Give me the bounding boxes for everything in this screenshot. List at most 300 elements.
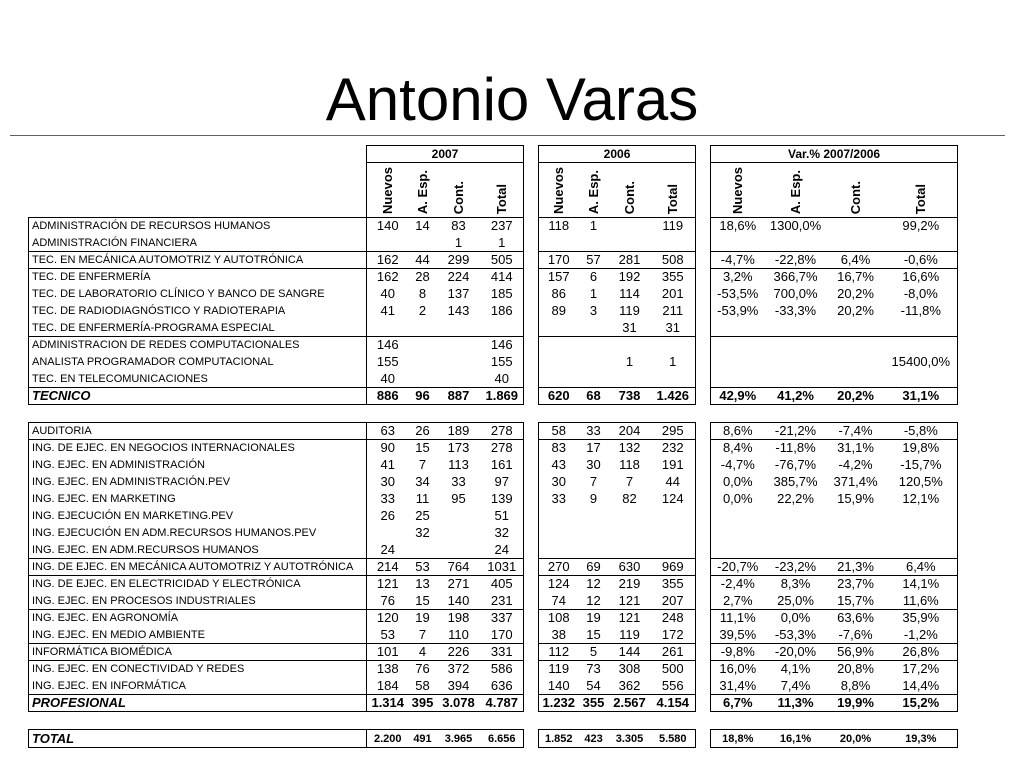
column-header-wrap [409,170,437,214]
value-cell: 170 [481,627,524,644]
column-header-wrap [367,167,409,214]
value-cell: 120 [367,610,409,627]
row-label: INFORMÁTICA BIOMÉDICA [29,644,367,661]
value-cell: 172 [651,627,696,644]
value-cell: 15 [409,440,437,457]
value-cell: 97 [481,474,524,491]
value-cell: 17,2% [885,661,958,678]
value-cell [827,320,885,337]
value-cell: 140 [367,218,409,235]
value-cell: 31 [622,319,637,335]
column-gap [696,163,711,218]
value-cell: 8,4% [711,440,765,457]
value-cell: 53 [409,559,437,576]
subtotal-row [29,695,958,712]
value-cell: 969 [651,559,696,576]
column-gap [524,440,539,457]
row-label: ING. EJEC. EN MEDIO AMBIENTE [29,627,367,644]
column-gap [524,388,539,405]
value-cell [651,235,696,252]
row-label: ING. EJECUCIÓN EN ADM.RECURSOS HUMANOS.PEV [29,525,367,542]
column-header-cell [651,163,696,218]
column-gap [696,269,711,286]
value-cell: 7,4% [780,677,811,693]
value-cell: 30 [586,457,601,472]
spacer-cell [885,405,958,423]
value-cell [765,525,827,542]
value-cell: 261 [651,644,696,661]
column-gap [696,593,711,610]
table-row [29,559,958,576]
value-cell: 43 [539,457,579,474]
value-cell: 295 [651,423,696,440]
column-gap [696,320,711,337]
column-header-wrap [651,184,696,214]
column-gap [524,252,539,269]
value-cell: 19,8% [885,440,958,457]
column-header-a-esp: A. Esp. [415,169,430,214]
value-cell: 1031 [481,559,524,576]
value-cell: 32 [415,525,430,540]
value-cell: 63,6% [827,610,885,627]
value-cell: 31 [651,320,696,337]
value-cell: 112 [539,644,579,661]
table-body [29,146,958,748]
spacer-cell [765,712,827,730]
column-gap [524,559,539,576]
value-cell: 366,7% [765,269,827,286]
value-cell: 132 [609,440,651,457]
value-cell: 11,3% [765,695,827,712]
spacer-cell [367,405,409,423]
column-gap [524,235,539,252]
value-cell: -4,7% [711,457,765,474]
value-cell: 6,7% [711,695,765,712]
table-row [29,269,958,286]
value-cell: 186 [481,303,524,320]
value-cell: 22,2% [777,491,814,506]
value-cell [539,354,579,371]
value-cell [539,542,579,559]
row-label: ING. DE EJEC. EN MECÁNICA AUTOMOTRIZ Y AUTOTRÓNICA [29,559,367,576]
value-cell [711,542,765,559]
value-cell: 505 [481,252,524,269]
column-gap [696,559,711,576]
value-cell: 146 [367,337,409,354]
value-cell: 118 [619,457,640,472]
value-cell: 278 [481,440,524,457]
table-row [29,218,958,235]
value-cell [651,371,696,388]
value-cell: 7 [625,474,634,489]
value-cell: 18,6% [711,218,765,235]
value-cell [409,354,437,371]
value-cell: 189 [437,423,481,440]
value-cell: 16,0% [711,661,765,678]
value-cell: 58 [539,423,579,440]
spacer-cell [696,405,711,423]
value-cell: 500 [651,661,696,678]
value-cell: 2.200 [367,730,409,748]
column-gap [696,303,711,320]
spacer-cell [579,405,609,423]
row-label: ING. EJEC. EN ADM.RECURSOS HUMANOS [29,542,367,559]
value-cell: 738 [609,388,651,405]
value-cell: -2,4% [711,576,765,593]
value-cell: 63 [367,423,409,440]
row-label: TEC. DE RADIODIAGNÓSTICO Y RADIOTERAPIA [29,303,367,320]
value-cell: 1 [651,354,696,371]
value-cell [437,525,481,542]
column-header-cell [481,163,524,218]
column-header-nuevos: Nuevos [730,167,746,214]
spacer-cell [409,405,437,423]
slide-title: Antonio Varas [325,66,699,133]
value-cell: 113 [448,457,469,472]
value-cell: 6.656 [481,730,524,748]
row-label: ING. DE EJEC. EN ELECTRICIDAD Y ELECTRÓNICA [29,576,367,593]
value-cell [437,371,481,388]
value-cell: 0,0% [711,491,765,508]
column-header-cell [579,163,609,218]
value-cell: 207 [651,593,696,610]
column-gap [524,542,539,559]
value-cell [651,508,696,525]
value-cell: 31,4% [711,678,765,695]
value-cell: 26 [367,508,409,525]
value-cell: 12 [579,576,609,593]
column-header-wrap [711,167,765,214]
column-gap [524,491,539,508]
value-cell [711,525,765,542]
column-gap [524,610,539,627]
value-cell [827,371,885,388]
value-cell: -33,3% [774,303,817,318]
value-cell: 371,4% [833,474,878,489]
table-row [29,457,958,474]
column-gap [524,661,539,678]
column-gap [524,286,539,303]
column-header-cell [711,163,765,218]
value-cell [539,337,579,354]
row-label: PROFESIONAL [29,695,367,712]
value-cell: 73 [579,661,609,678]
column-gap [696,644,711,661]
value-cell: 620 [539,388,579,405]
spacer-cell [524,712,539,730]
value-cell: 19,3% [885,730,958,748]
value-cell: 211 [651,303,696,320]
spacer-cell [524,405,539,423]
row-label: ING. EJEC. EN ADMINISTRACIÓN [29,457,367,474]
value-cell: 11 [415,491,430,506]
value-cell [711,337,765,354]
value-cell: 19,9% [827,695,885,712]
value-cell [409,542,437,559]
value-cell: 83 [437,218,481,235]
column-gap [524,730,539,748]
value-cell: 76 [367,593,409,610]
column-gap [524,474,539,491]
value-cell: 32 [481,525,524,542]
value-cell: 3.078 [437,695,481,712]
value-cell [367,320,409,337]
value-cell: 41 [367,457,409,474]
value-cell: 184 [367,678,409,695]
value-cell: 14,1% [885,576,958,593]
spacer-cell [579,712,609,730]
spacer-cell [481,712,524,730]
column-gap [696,457,711,474]
value-cell: 14 [409,218,437,235]
value-cell: 214 [367,559,409,576]
value-cell [539,508,579,525]
value-cell [579,508,609,525]
column-header-cell [609,163,651,218]
value-cell: 143 [447,303,470,318]
value-cell [885,320,958,337]
value-cell: 89 [539,303,579,320]
value-cell: 1.314 [367,695,409,712]
value-cell: 1 [481,235,524,252]
value-cell: 114 [619,286,640,301]
value-cell [409,337,437,354]
value-cell: 121 [618,592,641,608]
spacer-cell [651,405,696,423]
row-label: ING. DE EJEC. EN NEGOCIOS INTERNACIONALES [29,440,367,457]
table-row [29,337,958,354]
column-gap [696,491,711,508]
row-label: ADMINISTRACIÓN DE RECURSOS HUMANOS [29,218,367,235]
value-cell: 31,1% [827,440,885,457]
value-cell: 155 [367,354,409,371]
value-cell: 35,9% [885,610,958,627]
value-cell: 162 [367,269,409,286]
value-cell: 44 [409,252,437,269]
value-cell: 308 [609,661,651,678]
row-label: TECNICO [29,388,367,405]
value-cell: 118 [539,218,579,235]
value-cell: -11,8% [765,440,827,457]
value-cell [885,525,958,542]
table-row [29,303,958,320]
value-cell: 8,3% [765,576,827,593]
column-header-cell [367,163,409,218]
value-cell [827,525,885,542]
value-cell: 26 [409,423,437,440]
column-gap [524,627,539,644]
value-cell: 15 [415,592,430,608]
value-cell [885,371,958,388]
value-cell: 24 [367,542,409,559]
value-cell: 96 [409,388,437,405]
value-cell: -4,7% [711,252,765,269]
column-gap [696,695,711,712]
value-cell: -76,7% [774,457,817,472]
column-gap [696,525,711,542]
value-cell: 138 [367,661,409,678]
value-cell: 140 [539,678,579,695]
value-cell: 17 [579,440,609,457]
value-cell: 1.869 [481,388,524,405]
value-cell: 192 [609,269,651,286]
value-cell: 3.305 [609,730,651,748]
column-gap [524,269,539,286]
value-cell: 120,5% [885,474,958,491]
value-cell: 1.426 [651,388,696,405]
row-label: TEC. DE ENFERMERÍA [29,269,367,286]
spacer-cell [609,712,651,730]
value-cell: 11,1% [711,610,765,627]
value-cell: 31,1% [885,388,958,405]
value-cell: 331 [481,644,524,661]
value-cell: 25 [415,508,430,523]
value-cell [609,371,651,388]
value-cell: 38 [539,627,579,644]
value-cell [579,354,609,371]
value-cell: 219 [609,576,651,593]
value-cell: 15400,0% [885,354,958,371]
value-cell: 90 [367,440,409,457]
value-cell [367,525,409,542]
value-cell: -7,6% [838,626,873,642]
value-cell: -20,7% [711,559,765,576]
spacer-cell [711,405,765,423]
column-gap [524,457,539,474]
spacer-cell [765,405,827,423]
value-cell [409,320,437,337]
value-cell [651,525,696,542]
value-cell: 24 [481,542,524,559]
column-header-wrap [481,184,524,214]
value-cell [609,218,651,235]
value-cell: 2 [418,303,427,318]
value-cell: -21,2% [765,423,827,440]
value-cell [609,508,651,525]
value-cell: 7 [418,457,427,472]
value-cell: 423 [579,730,609,748]
column-gap [696,440,711,457]
value-cell: 278 [481,423,524,440]
value-cell: -4,2% [838,457,873,472]
value-cell: 19 [409,610,437,627]
value-cell: 20,0% [827,730,885,748]
value-cell: 414 [481,269,524,286]
column-header-total: Total [913,183,929,214]
column-gap [524,354,539,371]
value-cell: 119 [619,303,640,318]
row-label: ING. EJEC. EN AGRONOMÍA [29,610,367,627]
value-cell: 299 [437,252,481,269]
column-header-cont: Cont. [451,180,466,214]
value-cell [827,235,885,252]
table-row [29,354,958,371]
value-cell [765,320,827,337]
column-gap [524,525,539,542]
value-cell [409,235,437,252]
value-cell: 886 [367,388,409,405]
column-gap [696,388,711,405]
value-cell: 57 [579,252,609,269]
value-cell: 4.787 [481,695,524,712]
value-cell: 101 [367,644,409,661]
column-header-cell [885,163,958,218]
value-cell: 54 [586,677,601,693]
corner-blank [29,146,367,163]
value-cell [609,337,651,354]
value-cell [539,320,579,337]
column-gap [696,218,711,235]
spacer-row [29,405,958,423]
value-cell: 162 [367,252,409,269]
value-cell: 20,2% [837,286,874,301]
column-gap [696,576,711,593]
value-cell: 491 [409,730,437,748]
spacer-row [29,712,958,730]
value-cell: 146 [481,337,524,354]
value-cell: 7 [589,474,598,489]
spacer-cell [409,712,437,730]
value-cell [711,354,765,371]
value-cell: 271 [437,576,481,593]
column-header-wrap [765,170,827,214]
value-cell: 119 [539,661,579,678]
column-gap [696,286,711,303]
value-cell: 16,7% [827,269,885,286]
value-cell: 3 [589,303,598,318]
value-cell [827,337,885,354]
spacer-cell [651,712,696,730]
value-cell: 25,0% [777,592,814,608]
value-cell: 0,0% [765,610,827,627]
column-gap [524,678,539,695]
column-gap [696,354,711,371]
column-gap [696,508,711,525]
value-cell: 40 [481,371,524,388]
value-cell: 355 [579,695,609,712]
column-gap [524,337,539,354]
value-cell: 41,2% [765,388,827,405]
value-cell [651,542,696,559]
row-label: AUDITORIA [29,423,367,440]
value-cell: 121 [609,610,651,627]
row-label: ING. EJEC. EN PROCESOS INDUSTRIALES [29,593,367,610]
value-cell [765,354,827,371]
value-cell: 2,7% [711,593,765,610]
table-row [29,474,958,491]
value-cell [827,354,885,371]
row-label: ING. EJEC. EN ADMINISTRACIÓN.PEV [29,474,367,491]
value-cell: 6,4% [885,559,958,576]
table-row [29,661,958,678]
value-cell [579,542,609,559]
value-cell: 20,2% [837,303,874,318]
value-cell [651,337,696,354]
spacer-cell [539,712,579,730]
group-header-2007: 2007 [367,146,524,163]
column-gap [696,146,711,163]
value-cell: 764 [437,559,481,576]
column-header-wrap [539,167,579,214]
value-cell: 394 [447,677,470,693]
spacer-cell [827,712,885,730]
column-header-wrap [579,170,609,214]
table-row [29,423,958,440]
column-header-cell [409,163,437,218]
column-gap [696,235,711,252]
value-cell [539,235,579,252]
value-cell: 9 [589,491,598,506]
